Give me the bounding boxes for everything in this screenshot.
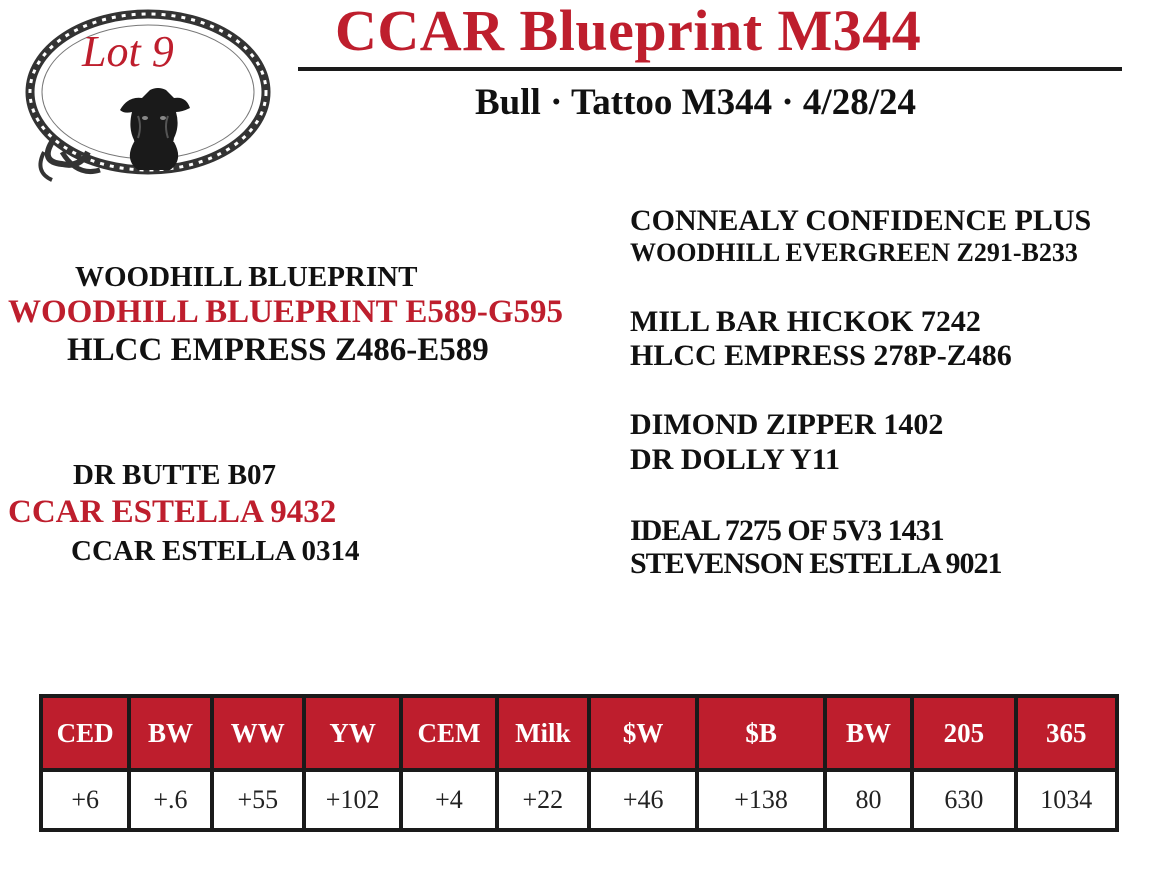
epd-header-w-index: $W <box>589 696 697 770</box>
epd-header-cem: CEM <box>401 696 496 770</box>
epd-header-ced: CED <box>41 696 129 770</box>
epd-header-milk: Milk <box>497 696 589 770</box>
epd-header-205: 205 <box>912 696 1015 770</box>
dam-name: CCAR ESTELLA 9432 <box>8 494 337 530</box>
animal-details: Bull · Tattoo M344 · 4/28/24 <box>475 82 916 123</box>
grandparent-sire: IDEAL 7275 OF 5V3 1431 <box>630 514 944 547</box>
grandparent-dam: DR DOLLY Y11 <box>630 443 841 476</box>
sire-name: WOODHILL BLUEPRINT E589-G595 <box>8 294 563 330</box>
bull-head-icon <box>114 82 194 172</box>
epd-header-birth-weight: BW <box>825 696 912 770</box>
epd-value-365: 1034 <box>1016 770 1117 830</box>
epd-header-ww: WW <box>212 696 304 770</box>
grandparent-sire: CONNEALY CONFIDENCE PLUS <box>630 204 1092 237</box>
dam-dam: CCAR ESTELLA 0314 <box>71 535 360 567</box>
epd-value-bw: +.6 <box>129 770 211 830</box>
epd-header-365: 365 <box>1016 696 1117 770</box>
grandparent-dam: HLCC EMPRESS 278P-Z486 <box>630 339 1012 372</box>
epd-value-ced: +6 <box>41 770 129 830</box>
title-divider <box>298 67 1122 71</box>
dam-sire: DR BUTTE B07 <box>73 459 277 491</box>
epd-value-yw: +102 <box>304 770 401 830</box>
grandparent-dam: WOODHILL EVERGREEN Z291-B233 <box>630 238 1078 267</box>
page-title: CCAR Blueprint M344 <box>335 0 922 63</box>
epd-value-row <box>41 770 1117 830</box>
epd-value-birth-weight: 80 <box>825 770 912 830</box>
epd-value-b-index: +138 <box>697 770 824 830</box>
grandparent-dam: STEVENSON ESTELLA 9021 <box>630 547 1002 580</box>
grandparent-sire: MILL BAR HICKOK 7242 <box>630 305 981 338</box>
epd-value-ww: +55 <box>212 770 304 830</box>
grandparent-sire: DIMOND ZIPPER 1402 <box>630 408 944 441</box>
epd-header-yw: YW <box>304 696 401 770</box>
epd-value-205: 630 <box>912 770 1015 830</box>
epd-value-milk: +22 <box>497 770 589 830</box>
epd-table <box>39 694 1119 832</box>
epd-header-row <box>41 696 1117 770</box>
sire-dam: HLCC EMPRESS Z486-E589 <box>67 332 489 368</box>
epd-value-w-index: +46 <box>589 770 697 830</box>
epd-header-bw: BW <box>129 696 211 770</box>
sire-sire: WOODHILL BLUEPRINT <box>75 261 418 293</box>
epd-header-b-index: $B <box>697 696 824 770</box>
epd-value-cem: +4 <box>401 770 496 830</box>
lot-number: Lot 9 <box>82 27 174 76</box>
